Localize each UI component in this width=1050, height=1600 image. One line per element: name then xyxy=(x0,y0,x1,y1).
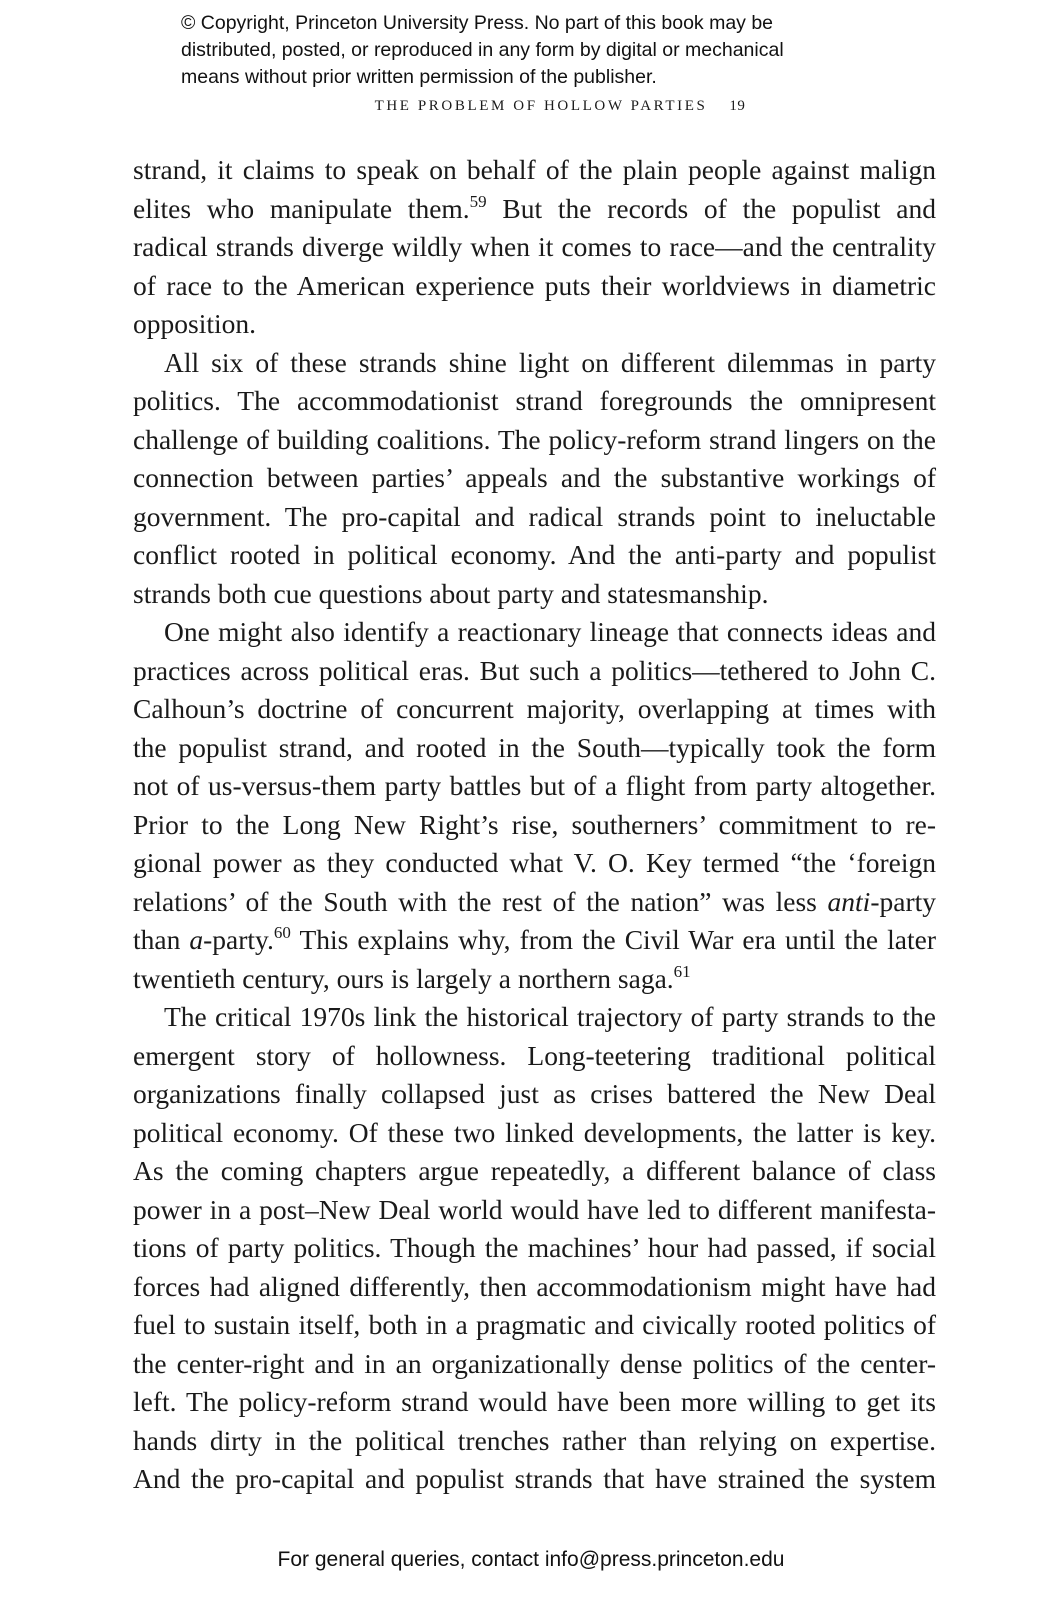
running-head-title: THE PROBLEM OF HOLLOW PARTIES xyxy=(374,98,708,114)
text-line: Calhoun’s doctrine of concurrent majority, overlapping at times with xyxy=(133,693,936,724)
text-line: the populist strand, and rooted in the South—typically took the form xyxy=(133,731,936,763)
footnote-ref-59[interactable]: 59 xyxy=(469,191,487,211)
footer-contact-text: For general queries, contact info@press.princeton.edu xyxy=(277,1548,785,1571)
footnote-ref-60[interactable]: 60 xyxy=(273,923,291,942)
copyright-line: © Copyright, Princeton University Press. No part of this book may be xyxy=(181,12,774,34)
body-text xyxy=(133,151,936,1499)
text-line: forces had aligned differently, then accommodationism might have had xyxy=(133,1270,936,1302)
text-line: One might also identify a reactionary lineage that connects ideas and xyxy=(164,616,936,647)
text-line: elites who manipulate them.$^{59}$ But the records of the populist and xyxy=(133,191,936,224)
copyright-line: means without prior written permission of the publisher. xyxy=(181,66,657,88)
text-line: Prior to the Long New Right’s rise, southerners’ commitment to re- xyxy=(133,808,936,840)
running-head xyxy=(0,98,1050,115)
text-line: connection between parties’ appeals and the substantive workings of xyxy=(133,462,936,493)
paragraph-2 xyxy=(133,344,936,614)
text-line: politics. The accommodationist strand foregrounds the omnipresent xyxy=(133,385,936,416)
text-line: emergent story of hollowness. Long-teetering traditional political xyxy=(133,1039,936,1071)
italic-a: a xyxy=(189,924,204,955)
page-number: 19 xyxy=(729,98,746,114)
text-line: of race to the American experience puts their worldviews in diametric xyxy=(133,269,936,301)
text-line: practices across political eras. But such a politics—tethered to John C. xyxy=(133,654,936,686)
text-line: All six of these strands shine light on different dilemmas in party xyxy=(164,346,936,378)
text-line: And the pro-capital and populist strands that have strained the system xyxy=(133,1463,936,1494)
text-line: the center-right and in an organizationally dense politics of the center- xyxy=(133,1347,936,1379)
text-line: tions of party politics. Though the machines’ hour had passed, if social xyxy=(133,1232,936,1263)
copyright-notice xyxy=(181,10,961,91)
text-line: challenge of building coalitions. The policy-reform strand lingers on the xyxy=(133,423,936,455)
text-line: left. The policy-reform strand would have been more willing to get its xyxy=(133,1386,936,1417)
text-line: radical strands diverge wildly when it comes to race—and the centrality xyxy=(133,231,936,262)
text-line: twentieth century, ours is largely a northern saga.$^{61}$ xyxy=(133,961,691,994)
text-line: The critical 1970s link the historical trajectory of party strands to the xyxy=(164,1001,936,1032)
text-line: conflict rooted in political economy. And the anti-party and populist xyxy=(133,539,936,570)
text-line: not of us-versus-them party battles but of a flight from party altogether. xyxy=(133,770,936,801)
text-line: political economy. Of these two linked developments, the latter is key. xyxy=(133,1116,936,1148)
text-line: organizations finally collapsed just as crises battered the New Deal xyxy=(133,1078,936,1109)
text-line: As the coming chapters argue repeatedly, a different balance of class xyxy=(133,1155,936,1186)
text-line: gional power as they conducted what V. O. Key termed “the ‘foreign xyxy=(133,847,936,878)
text-line: fuel to sustain itself, both in a pragmatic and civically rooted politics of xyxy=(133,1309,936,1340)
text-line: than a-party.$^{60}$ This explains why, from the Civil War era until the later xyxy=(133,923,936,955)
footer-contact xyxy=(0,1548,1050,1572)
text-line: opposition. xyxy=(133,308,256,339)
text-line: relations’ of the South with the rest of the nation” was less anti-party xyxy=(133,885,936,917)
text-line: hands dirty in the political trenches rather than relying on expertise. xyxy=(133,1424,936,1456)
text-line: strands both cue questions about party and statesmanship. xyxy=(133,577,769,609)
text-line: strand, it claims to speak on behalf of the plain people against malign xyxy=(133,154,936,185)
text-line: power in a post–New Deal world would have led to different manifesta- xyxy=(133,1193,936,1225)
paragraph-1 xyxy=(133,151,936,344)
paragraph-3 xyxy=(133,613,936,998)
copyright-line: distributed, posted, or reproduced in any form by digital or mechanical xyxy=(181,39,784,61)
footnote-ref-61[interactable]: 61 xyxy=(673,961,691,981)
text-line: government. The pro-capital and radical strands point to ineluctable xyxy=(133,500,936,532)
paragraph-4 xyxy=(133,998,936,1499)
italic-anti: anti xyxy=(827,885,871,917)
